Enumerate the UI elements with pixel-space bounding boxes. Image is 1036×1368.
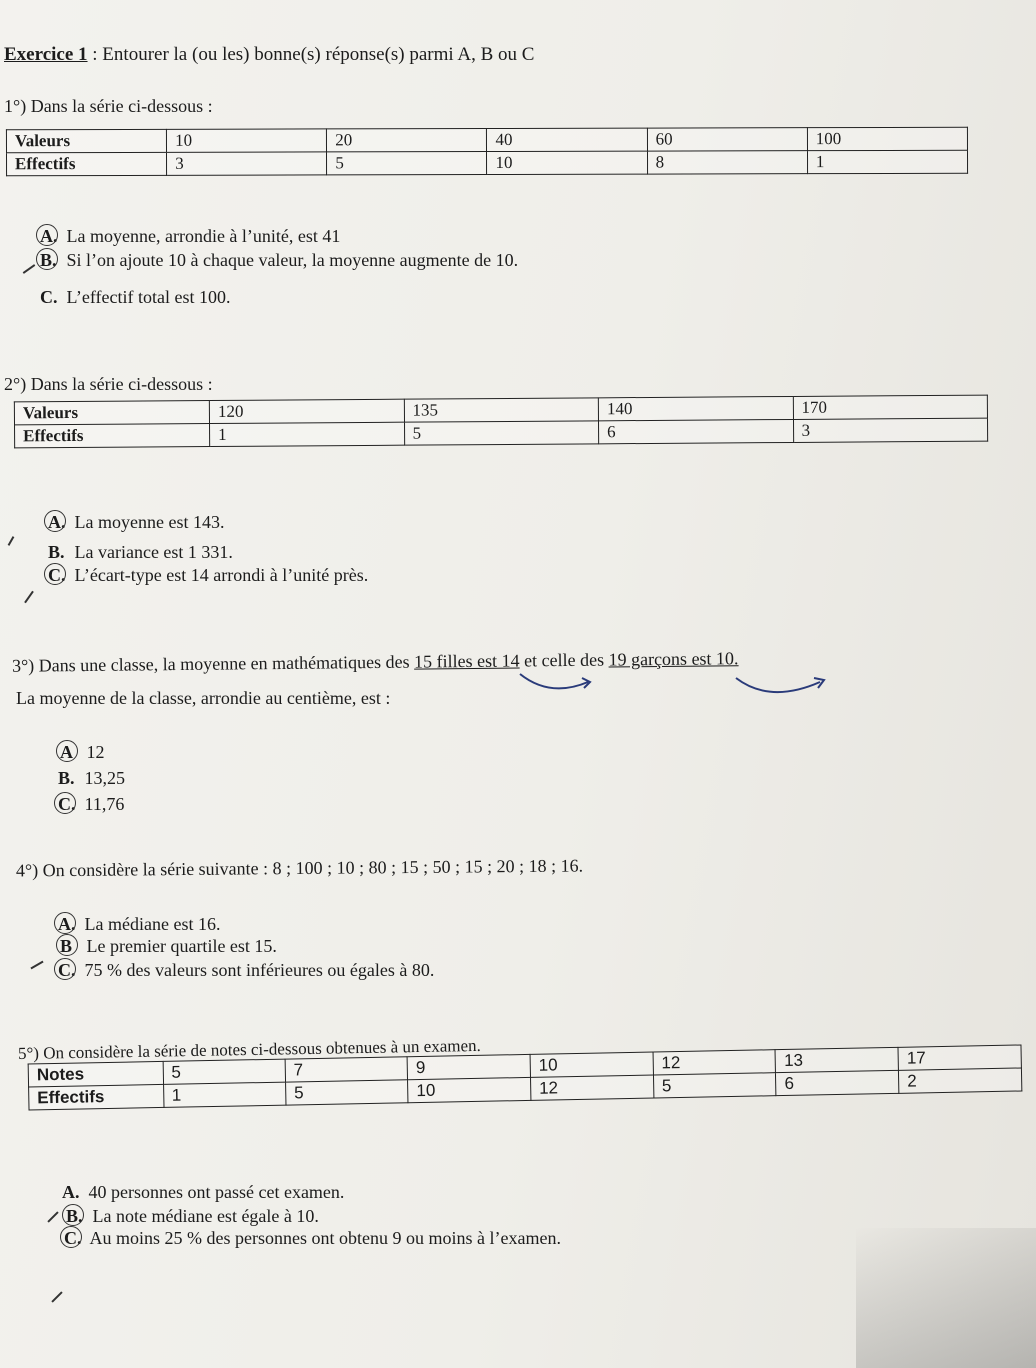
q2-row1-label: Valeurs bbox=[14, 401, 209, 425]
q1-value: 60 bbox=[647, 128, 807, 151]
q2-value: 120 bbox=[209, 399, 404, 423]
check-mark-icon bbox=[23, 264, 36, 274]
q1-count: 3 bbox=[167, 152, 327, 175]
check-mark-icon bbox=[51, 1291, 62, 1302]
q2-row2-label: Effectifs bbox=[15, 424, 210, 448]
q2-count: 6 bbox=[599, 419, 794, 443]
q5-count: 2 bbox=[899, 1068, 1022, 1093]
q5-option-b[interactable]: B. La note médiane est égale à 10. bbox=[66, 1206, 319, 1226]
q5-value: 9 bbox=[407, 1054, 530, 1079]
q2-value: 140 bbox=[598, 396, 793, 420]
q1-option-a[interactable]: A. La moyenne, arrondie à l’unité, est 41 bbox=[40, 226, 341, 246]
q2-table bbox=[14, 395, 988, 449]
q2-title: 2°) Dans la série ci-dessous : bbox=[4, 374, 213, 394]
q1-option-b[interactable]: B. Si l’on ajoute 10 à chaque valeur, la moyenne augmente de 10. bbox=[40, 250, 519, 270]
q5-count: 5 bbox=[653, 1073, 776, 1098]
q5-value: 12 bbox=[653, 1050, 776, 1075]
q2-value: 135 bbox=[404, 398, 599, 422]
q1-count: 1 bbox=[807, 150, 967, 173]
check-mark-icon bbox=[47, 1211, 58, 1222]
q4-option-a[interactable]: A. La médiane est 16. bbox=[58, 914, 221, 934]
q5-count: 1 bbox=[163, 1082, 286, 1107]
q5-value: 5 bbox=[163, 1059, 286, 1084]
q5-count: 6 bbox=[776, 1070, 899, 1095]
page-shadow bbox=[856, 1228, 1036, 1368]
q2-count: 5 bbox=[404, 421, 599, 445]
exercise-title: Exercice 1 : Entourer la (ou les) bonne(s) réponse(s) parmi A, B ou C bbox=[4, 44, 535, 65]
q2-count: 3 bbox=[793, 418, 988, 442]
q3-option-c[interactable]: C. 11,76 bbox=[58, 794, 125, 814]
check-mark-icon bbox=[30, 961, 43, 970]
q1-count: 5 bbox=[327, 152, 487, 175]
q3-option-a[interactable]: A 12 bbox=[60, 742, 105, 762]
q1-count: 8 bbox=[647, 151, 807, 174]
q5-row1-label: Notes bbox=[28, 1061, 163, 1087]
q5-value: 13 bbox=[775, 1047, 898, 1072]
q5-count: 5 bbox=[285, 1080, 408, 1105]
q4-option-c[interactable]: C. 75 % des valeurs sont inférieures ou égales à 80. bbox=[58, 960, 435, 980]
q3-statement: 3°) Dans une classe, la moyenne en mathématiques des 15 filles est 14 et celle des 19 garçons est 10. bbox=[11, 648, 739, 676]
handwritten-arcs bbox=[480, 664, 860, 704]
q1-value: 100 bbox=[807, 127, 967, 150]
q1-count: 10 bbox=[487, 151, 647, 174]
q5-option-c[interactable]: C. Au moins 25 % des personnes ont obtenu 9 ou moins à l’examen. bbox=[64, 1228, 561, 1248]
q5-value: 10 bbox=[530, 1052, 653, 1077]
q2-count: 1 bbox=[210, 422, 405, 446]
q1-value: 10 bbox=[167, 129, 327, 152]
q1-value: 40 bbox=[487, 128, 647, 151]
q2-option-c[interactable]: C. L’écart-type est 14 arrondi à l’unité près. bbox=[48, 565, 369, 585]
q3-question: La moyenne de la classe, arrondie au centième, est : bbox=[16, 688, 391, 708]
q2-value: 170 bbox=[793, 395, 988, 419]
q2-option-b[interactable]: B. La variance est 1 331. bbox=[48, 542, 233, 562]
q5-value: 7 bbox=[285, 1057, 408, 1082]
q5-option-a[interactable]: A. 40 personnes ont passé cet examen. bbox=[62, 1182, 345, 1202]
q5-title: 5°) On considère la série de notes ci-dessous obtenues à un examen. bbox=[17, 1035, 481, 1064]
q5-value: 17 bbox=[898, 1045, 1021, 1070]
q1-row2-label: Effectifs bbox=[7, 152, 167, 175]
q3-option-b[interactable]: B. 13,25 bbox=[58, 768, 125, 788]
q1-title: 1°) Dans la série ci-dessous : bbox=[4, 96, 213, 116]
q1-value: 20 bbox=[327, 129, 487, 152]
check-mark-icon bbox=[8, 536, 15, 546]
check-mark-icon bbox=[24, 591, 34, 604]
q5-row2-label: Effectifs bbox=[29, 1084, 164, 1110]
q5-count: 12 bbox=[530, 1075, 653, 1100]
q4-statement: 4°) On considère la série suivante : 8 ; 100 ; 10 ; 80 ; 15 ; 50 ; 15 ; 20 ; 18 ; 16. bbox=[15, 855, 584, 881]
q2-option-a[interactable]: A. La moyenne est 143. bbox=[48, 512, 225, 532]
q1-option-c[interactable]: C. L’effectif total est 100. bbox=[40, 287, 231, 307]
q4-option-b[interactable]: B Le premier quartile est 15. bbox=[60, 936, 277, 956]
q1-table bbox=[6, 127, 968, 177]
q5-count: 10 bbox=[408, 1077, 531, 1102]
q1-row1-label: Valeurs bbox=[6, 129, 166, 152]
